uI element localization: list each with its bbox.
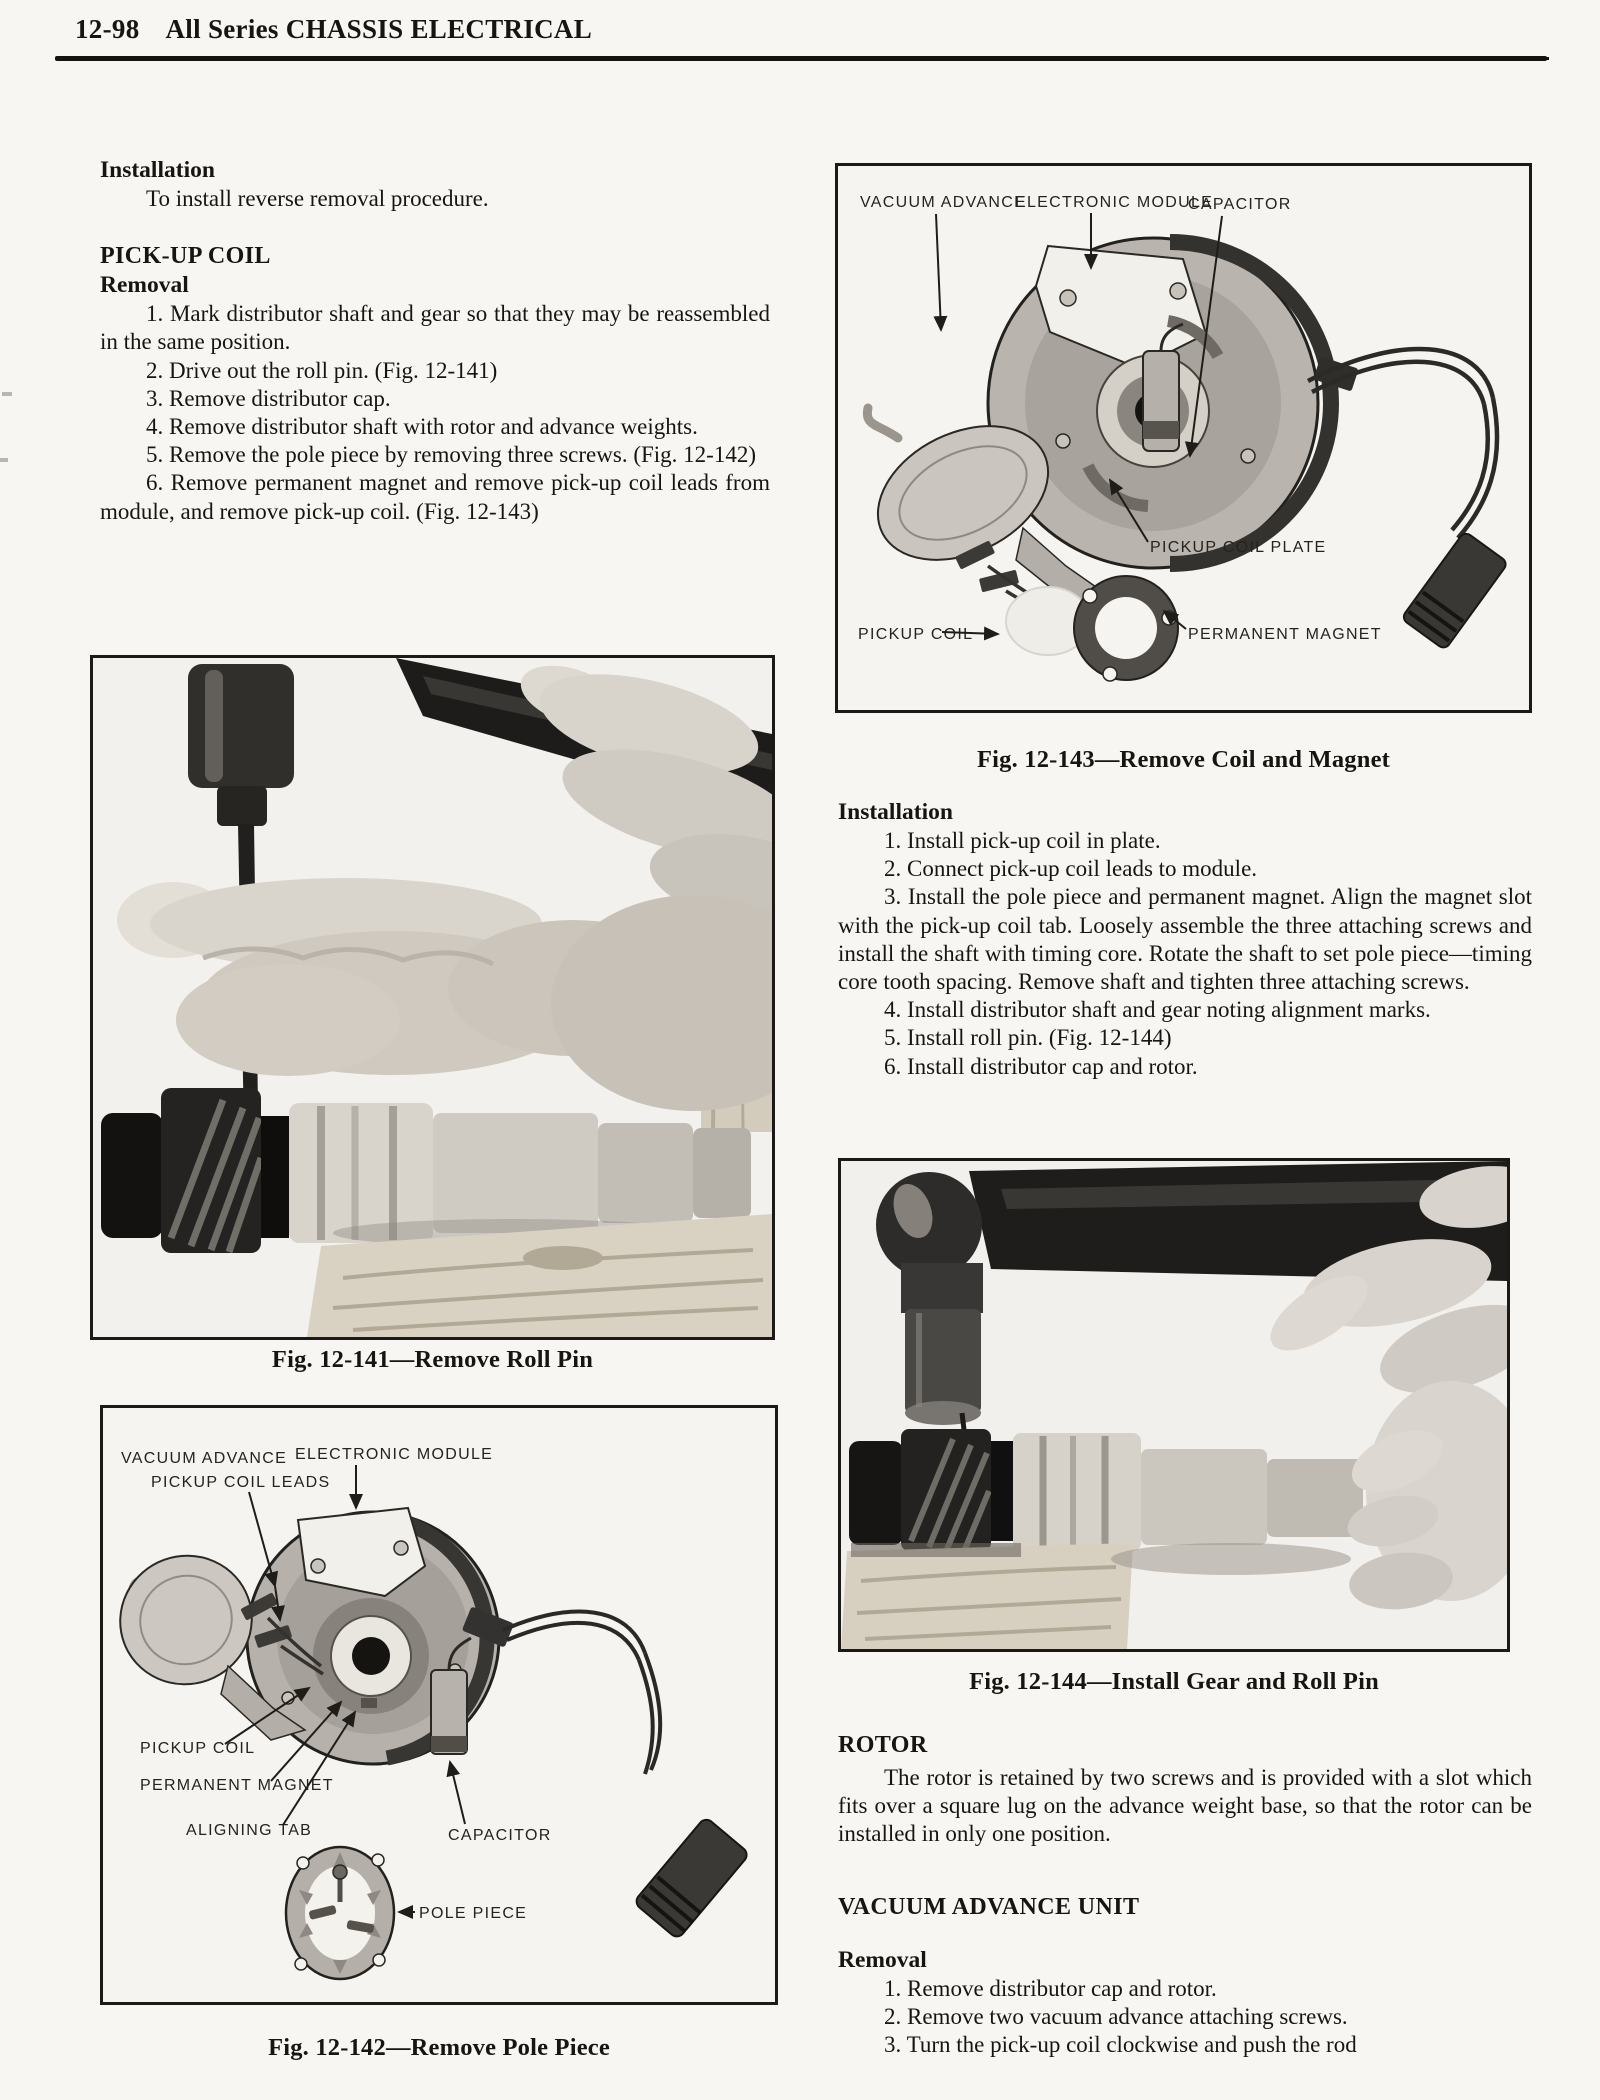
scan-artifact (0, 458, 8, 462)
procedure-step: 1. Remove distributor cap and rotor. (884, 1976, 1217, 2001)
left-column (100, 156, 770, 526)
installation-heading: Installation (100, 157, 215, 183)
page-title: All Series CHASSIS ELECTRICAL (165, 14, 593, 44)
figure-label: VACUUM ADVANCE (121, 1450, 288, 1467)
figure-12-144-caption: Fig. 12-144—Install Gear and Roll Pin (969, 1668, 1379, 1695)
figure-label: PERMANENT MAGNET (140, 1777, 334, 1794)
removal-heading: Removal (100, 272, 189, 299)
figure-12-143-illustration (838, 166, 1529, 710)
procedure-step: 1. Install pick-up coil in plate. (884, 828, 1161, 853)
rotor-section (838, 1730, 1532, 1849)
rotor-text: The rotor is retained by two screws and is provided with a slot which fits over a square lug on the advance weight base, so that the rotor can be installed in only one position. (838, 1765, 1532, 1847)
page-number: 12-98 (75, 14, 140, 44)
figure-label: PICKUP COIL (858, 626, 974, 643)
figure-label: ELECTRONIC MODULE (295, 1446, 494, 1463)
procedure-step: 2. Remove two vacuum advance attaching screws. (884, 2004, 1348, 2030)
vacuum-advance-removal (838, 1946, 1532, 2060)
rotor-heading: ROTOR (838, 1732, 928, 1758)
procedure-step: 2. Connect pick-up coil leads to module. (884, 856, 1258, 882)
figure-12-144-photo (841, 1161, 1507, 1649)
figure-12-142-illustration (103, 1408, 775, 2002)
procedure-step: 3. Turn the pick-up coil clockwise and push the rod (884, 2032, 1357, 2058)
aligning-tab-art (361, 1698, 377, 1708)
permanent-magnet-art (1074, 576, 1178, 681)
figure-label: PERMANENT MAGNET (1188, 626, 1382, 643)
procedure-step: 4. Remove distributor shaft with rotor and advance weights. (146, 414, 698, 440)
wiring-harness-art (462, 1606, 750, 1939)
figure-12-141 (90, 655, 775, 1340)
vacuum-advance-section (838, 1892, 1532, 1922)
figure-label: CAPACITOR (448, 1827, 552, 1844)
figure-12-143 (835, 163, 1532, 713)
procedure-step: 5. Remove the pole piece by removing three screws. (Fig. 12-142) (146, 442, 756, 468)
installation-heading: Installation (838, 799, 953, 825)
procedure-step: 3. Remove distributor cap. (146, 385, 391, 411)
right-column-installation (838, 798, 1532, 1081)
pickup-coil-heading: PICK-UP COIL (100, 243, 271, 270)
procedure-step: 5. Install roll pin. (Fig. 12-144) (884, 1025, 1172, 1051)
figure-12-142-caption: Fig. 12-142—Remove Pole Piece (268, 2034, 610, 2061)
procedure-step: 1. Mark distributor shaft and gear so that they may be reassembled in the same position. (100, 301, 770, 355)
figure-12-141-photo (93, 658, 772, 1337)
vacuum-advance-heading: VACUUM ADVANCE UNIT (838, 1894, 1140, 1920)
figure-label: POLE PIECE (419, 1905, 528, 1922)
figure-12-143-caption: Fig. 12-143—Remove Coil and Magnet (976, 746, 1391, 773)
procedure-step: 2. Drive out the roll pin. (Fig. 12-141) (146, 357, 498, 383)
figure-label: PICKUP COIL LEADS (151, 1474, 331, 1491)
header-rule (55, 56, 1547, 61)
figure-12-142 (100, 1405, 778, 2005)
figure-12-144 (838, 1158, 1510, 1652)
procedure-step: 3. Install the pole piece and permanent magnet. Align the magnet slot with the pick-up coil tab. Loosely assemble the three attaching screws and install the shaft with timing core. Rotate the shaft to set pole piece—timing core tooth spacing. Remove shaft and tighten three attaching screws. (838, 884, 1532, 995)
figure-label: PICKUP COIL PLATE (1150, 539, 1327, 556)
figure-12-141-caption: Fig. 12-141—Remove Roll Pin (271, 1346, 594, 1373)
scan-artifact (2, 392, 12, 396)
removal-heading: Removal (838, 1947, 927, 1973)
distributor-gear (849, 1429, 1013, 1551)
figure-label: CAPACITOR (1188, 196, 1292, 213)
figure-label: PICKUP COIL (140, 1740, 256, 1757)
figure-label: ALIGNING TAB (186, 1822, 313, 1839)
page-header (75, 14, 592, 45)
pole-piece-art (286, 1847, 394, 1979)
installation-text: To install reverse removal procedure. (146, 186, 489, 211)
figure-label: VACUUM ADVANCE (860, 194, 1027, 211)
figure-label: ELECTRONIC MODULE (1015, 194, 1214, 211)
procedure-step: 6. Install distributor cap and rotor. (884, 1053, 1198, 1079)
procedure-step: 4. Install distributor shaft and gear noting alignment marks. (884, 997, 1431, 1023)
procedure-step: 6. Remove permanent magnet and remove pick-up coil leads from module, and remove pick-up coil. (Fig. 12-143) (100, 470, 770, 524)
